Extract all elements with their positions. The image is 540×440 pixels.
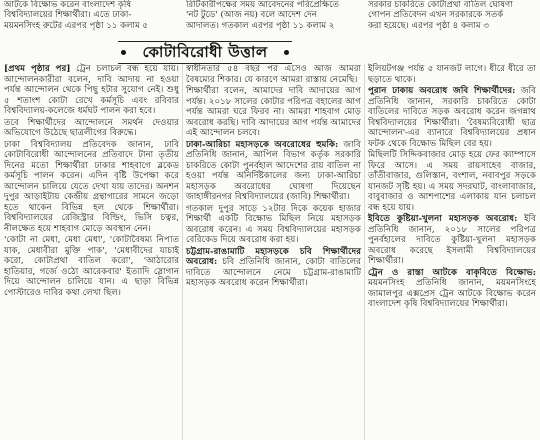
- top-column-2: [186, 0, 364, 31]
- top-line: 'নট টুডে' (আজ নয়) বলে আদেশ দেন: [186, 10, 317, 21]
- paragraph: [4, 64, 179, 117]
- paragraph-text: জাবি প্রতিনিধি জানান, আপিল বিভাগ কর্তৃক সরকারি চাকরিতে কোটা পুনর্বহাল আদেশের রায় বাতিল না হওয়া পর্যন্ত অনির্দিষ্টকালের জন্য ঢাকা-আরিচা মহাসড়ক অবরোধের ঘোষণা দিয়েছেন জাহাঙ্গীরনগর বিশ্ববিদ্যালয়ের (জাবি) শিক্ষার্থীরা।: [186, 139, 362, 202]
- paragraph-text: তবে শিক্ষার্থীদের আন্দোলনে সমর্থন দেওয়ার অভিযোগে উঠেছে ছাত্রলীগের বিরুদ্ধে।: [4, 117, 179, 138]
- paragraph: [4, 118, 179, 139]
- top-line: করা হয়েছে। এরপর পৃষ্ঠা ৪ কলাম ৩: [368, 20, 489, 31]
- paragraph: [186, 86, 361, 139]
- article-column-middle: [186, 64, 361, 290]
- subheading: পুরান ঢাকায় অবরোধ জবি শিক্ষার্থীদের:: [368, 86, 516, 96]
- paragraph: [186, 247, 361, 289]
- subheading: চট্টগ্রাম-রাঙামাটি মহাসড়কে চবি শিক্ষার্থীদের অবরোধ:: [186, 246, 361, 267]
- top-line: সরকার চাকরিতে কোটাপ্রথা বাতিল ঘোষণা: [368, 0, 513, 10]
- paragraph: [186, 140, 361, 203]
- paragraph-text: জবি প্রতিনিধি জানান, সরকারি চাকরিতে কোটা বাতিলের দাবিতে সড়ক অবরোধ করেন জগন্নাথ বিশ্ববিদ্যালয়ের শিক্ষার্থীরা। 'বৈষম্যবিরোধী ছাত্র আন্দোলন'-এর ব্যানারে বিশ্ববিদ্যালয়ের প্রধান ফটক থেকে বিক্ষোভ মিছিল বের হয়।: [368, 86, 536, 149]
- paragraph-text: স্বাধীনতার ৫৪ বছর পর এসেও আজ আমরা বৈষম্যের শিকার। যে কারণে আমরা রাস্তায় নেমেছি।: [186, 64, 361, 85]
- paragraph: [368, 150, 536, 213]
- subheading: ইবিতে কুষ্টিয়া-খুলনা মহাসড়ক অবরোধ:: [368, 214, 518, 224]
- top-line: আটকে বিক্ষোভ করেন বাংলাদেশ কৃষি: [4, 0, 132, 10]
- paragraph: [368, 268, 536, 310]
- paragraph-text: ইবি প্রতিনিধি জানান, ২০১৮ সালের পরিপত্র পুনর্বহালের দাবিতে কুষ্টিয়া-খুলনা মহাসড়ক অবরোধ করেছে ইসলামী বিশ্ববিদ্যালয়ের শিক্ষার্থীরা।: [368, 214, 536, 266]
- top-line: রিটিকারীপক্ষের সময় আবেদনের পরিপ্রেক্ষিতে: [186, 0, 339, 10]
- top-line: ময়মনসিংহ রুটের এরপর পৃষ্ঠা ১১ কলাম ৫: [4, 20, 149, 31]
- paragraph-text: মিছিলটি সিদ্দিকবাজার মোড় হয়ে ফের ক্যাম্পাসে ফিরে আসে। এ সময় রায়সাহেব বাজার, তাঁতীবাজার, গুলিস্তান, বংশাল, নবাবপুর সড়কে যানজট সৃষ্টি হয়। এ সময় সদরঘাট, বাংলাবাজার, বাবুবাজার ও আশপাশের এলাকায় যান চলাচল বন্ধ হয়ে যায়।: [368, 150, 536, 213]
- paragraph-text: ট্রেন চলাচল বন্ধ হয়ে যায়। আন্দোলনকারীরা বলেন, দাবি আদায় না হওয়া পর্যন্ত আন্দোলন থেকে পিছু হটার সুযোগ নেই। শুধু ৫ শতাংশ কোটা রেখে কর্মসূচি এবং রবিবার বিশ্ববিদ্যালয়-কলেজে ধর্মঘট পালন করা হবে।: [4, 64, 179, 116]
- paragraph-text: 'কোটা না মেধা, মেধা মেধা', 'কোটাবৈষম্য নিপাত যাক, মেধাবীরা মুক্তি পাক', 'মেধাবীদের যাচাই করো, কোটাপ্রথা বাতিল করো', 'আঠারোর হাতিয়ার, গর্জে ওঠো আরেকবার' ইত্যাদি স্লোগান দিয়ে আন্দোলন চালিয়ে যান। এ ছাড়া বিভিন্ন পোস্টারেও দাবির কথা লেখা ছিল।: [4, 235, 179, 298]
- article-column-right: [368, 64, 536, 311]
- continued-stories-strip: [0, 0, 540, 40]
- top-column-1: [4, 0, 182, 31]
- subheading: ট্রেন ও রাস্তা আটকে বাকৃবিতে বিক্ষোভ:: [368, 267, 536, 278]
- top-line: বিশ্ববিদ্যালয়ের শিক্ষার্থীরা। এতে ঢাকা-: [4, 10, 132, 21]
- bullet-icon: [284, 50, 289, 55]
- paragraph-text: শিক্ষার্থীরা বলেন, আমাদের দাবি আদায়ের আগ পর্যন্ত। ২০১৮ সালের কোটার পরিপত্র বহালের আগ পর্যন্ত আমরা ঘরে ফিরব না। আমরা শাহবাগ মোড় অবরোধ করছি। দাবি আদায়ের আগ পর্যন্ত আমাদের এই আন্দোলন চলবে।: [186, 86, 361, 138]
- paragraph: [186, 204, 361, 246]
- subheading: ঢাকা-আরিচা মহাসড়কে অবরোধের হুমকি:: [186, 139, 339, 150]
- paragraph-lead: [প্রথম পৃষ্ঠার পর]: [4, 64, 71, 74]
- top-line: আদালত। গতকাল এরপর পৃষ্ঠা ১১ কলাম ২: [186, 20, 335, 31]
- paragraph: [186, 64, 361, 85]
- paragraph-text: ময়মনসিংহ প্রতিনিধি জানান, ময়মনসিংহে জামালপুর এক্সপ্রেস ট্রেন আটকে বিক্ষোভ করেন বাংলাদেশ কৃষি বিশ্ববিদ্যালয়ের শিক্ষার্থীরা।: [368, 278, 536, 309]
- paragraph: [4, 140, 179, 235]
- paragraph: [368, 214, 536, 267]
- paragraph: [368, 86, 536, 149]
- article-body: [0, 64, 540, 440]
- paragraph: [368, 64, 536, 85]
- headline: কোটাবিরোধী উত্তাল: [142, 43, 268, 61]
- paragraph-text: গতকাল দুপুর সাড়ে ১২টার দিকে কয়েক হাজার শিক্ষার্থী একটি বিক্ষোভ মিছিল নিয়ে মহাসড়ক অবরোধ করেন। এ সময় বিশ্ববিদ্যালয়ের মহাসড়ক বেরিকেড দিয়ে অবরোধ করা হয়।: [186, 203, 361, 245]
- paragraph-text: ঢাকা বিশ্ববিদ্যালয় প্রতিবেদক জানান, ঢাবি কোটাবিরোধী আন্দোলনের প্রতিবাদে টানা তৃতীয় দিনের মতো শিক্ষার্থীরা ঢাকার শাহবাগে ব্লকেড কর্মসূচি পালন করেন। এদিন বৃষ্টি উপেক্ষা করে আন্দোলন চালিয়ে যেতে দেখা যায় তাদের। অনশন দুপুর আড়াইটায় কেন্দ্রীয় গ্রন্থাগারের সামনে জড়ো হতে থাকেন বিভিন্ন হল থেকে শিক্ষার্থীরা। বিশ্ববিদ্যালয়ের রেজিস্ট্রার বিল্ডিং, ভিসি চত্বর, নীলক্ষেত হয়ে শাহবাগ মোড়ে অবস্থান নেন।: [4, 139, 179, 234]
- paragraph: [4, 235, 179, 298]
- top-line: গোপন প্রতিবেদন এখন সরকারকে সতর্ক: [368, 10, 504, 21]
- paragraph-text: চবি প্রতিনিধি জানান, কোটা বাতিলের দাবিতে আন্দোলনে নেমে চট্টগ্রাম-রাঙামাটি মহাসড়ক অবরোধ করেন শিক্ষার্থীরা।: [186, 257, 361, 288]
- article-column-left: [4, 64, 179, 299]
- top-column-3: [368, 0, 538, 31]
- paragraph-text: ইলিয়টগঞ্জ পর্যন্ত ৫ যানজট লাগে। ধীরে ধীরে তা ছড়াতে থাকে।: [368, 64, 536, 85]
